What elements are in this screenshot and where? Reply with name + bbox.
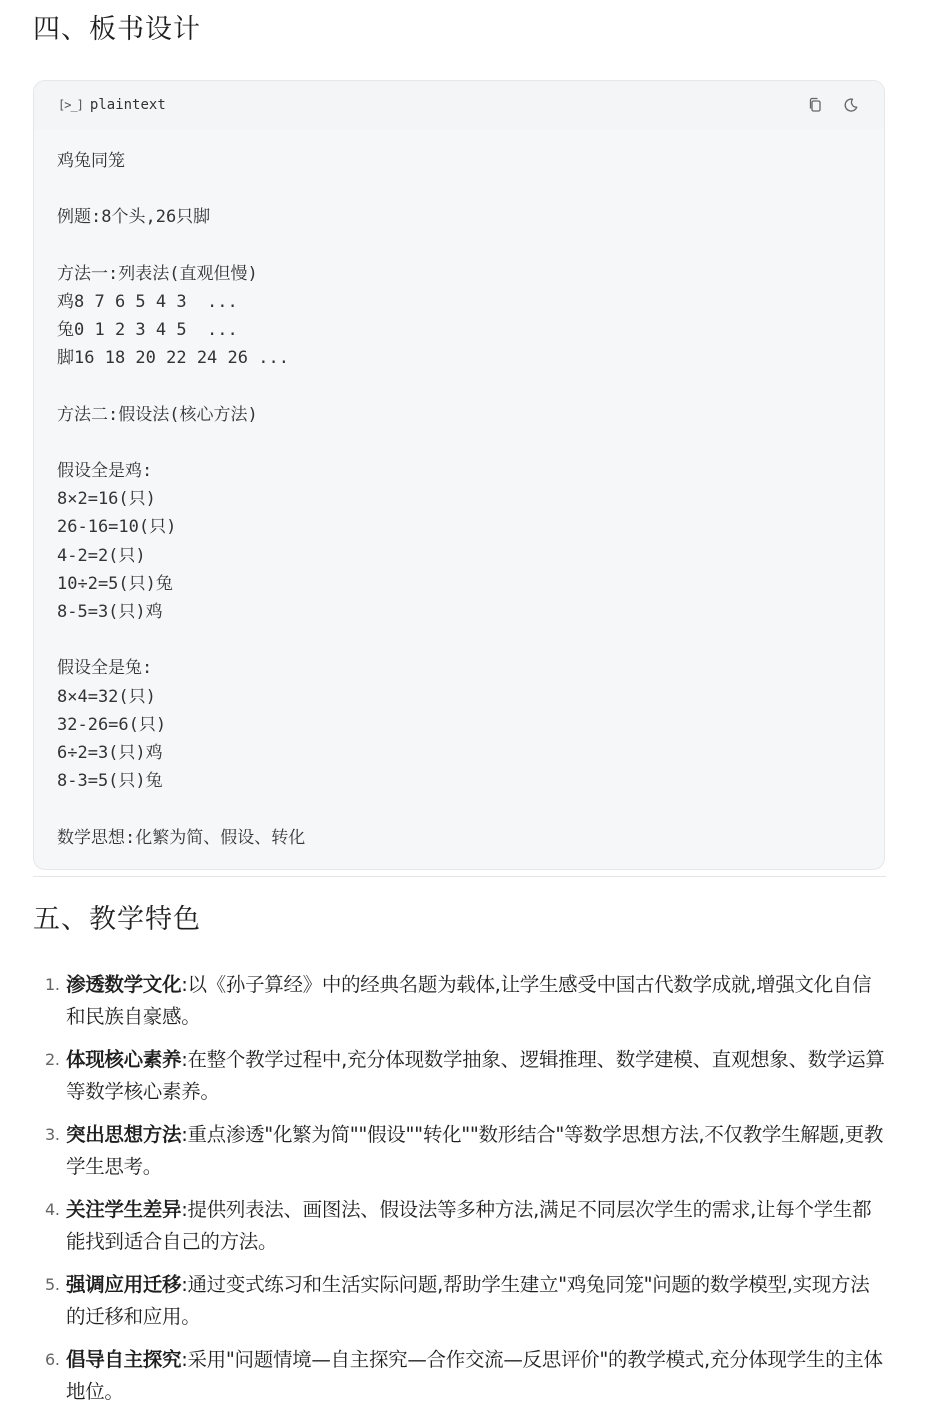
code-line: 4-2=2(只) [57,545,146,566]
code-line: 兔0 1 2 3 4 5 ... [57,320,238,341]
code-line: 方法一:列表法(直观但慢) [57,263,258,284]
code-line: 32-26=6(只) [57,714,167,735]
feature-number: 2. [45,1050,60,1069]
feature-list-item [33,1344,886,1408]
dark-mode-moon-icon[interactable] [840,94,862,116]
feature-description: :以《孙子算经》中的经典名题为载体,让学生感受中国古代数学成就,增强文化自信和民族自豪感。 [66,973,872,1028]
feature-list-item [33,1269,886,1333]
feature-list-item [33,1119,886,1183]
feature-title: 强调应用迁移 [66,1273,182,1296]
code-line: 8×2=16(只) [57,489,156,510]
code-line [57,795,884,823]
code-line [57,429,884,457]
code-line: 假设全是兔: [57,658,153,679]
feature-number: 4. [45,1200,60,1219]
code-line [57,232,884,260]
code-line [57,175,884,203]
section-heading-teaching-features: 五、教学特色 [33,904,201,935]
code-block-header [34,81,884,129]
feature-title: 体现核心素养 [66,1048,182,1071]
feature-description: :通过变式练习和生活实际问题,帮助学生建立"鸡兔同笼"问题的数学模型,实现方法的迁移和应用。 [66,1273,870,1328]
code-line: 数学思想:化繁为简、假设、转化 [57,827,306,848]
feature-description: :重点渗透"化繁为简""假设""转化""数形结合"等数学思想方法,不仅教学生解题,更教学生思考。 [66,1123,884,1178]
feature-description: :在整个教学过程中,充分体现数学抽象、逻辑推理、数学建模、直观想象、数学运算等数学核心素养。 [66,1048,885,1103]
code-language-label: plaintext [89,97,166,113]
terminal-icon: [>_] [58,98,83,112]
code-line: 方法二:假设法(核心方法) [57,404,258,425]
section-heading-board-design: 四、板书设计 [33,14,201,45]
feature-number: 3. [45,1125,60,1144]
code-line: 8-3=5(只)兔 [57,771,163,792]
feature-list-item [33,1044,886,1108]
code-line: 10÷2=5(只)兔 [57,573,173,594]
feature-number: 1. [45,975,60,994]
feature-number: 5. [45,1275,60,1294]
code-line: 26-16=10(只) [57,517,177,538]
section-divider [33,876,886,877]
code-line [57,626,884,654]
code-line: 鸡兔同笼 [57,151,125,171]
code-line: 脚16 18 20 22 24 26 ... [57,348,289,369]
code-line: 例题:8个头,26只脚 [57,207,211,228]
feature-description: :采用"问题情境—自主探究—合作交流—反思评价"的教学模式,充分体现学生的主体地位。 [66,1348,883,1403]
teaching-features-list [33,969,886,1419]
feature-list-item [33,1194,886,1258]
code-content [34,129,884,852]
code-line: 6÷2=3(只)鸡 [57,742,163,763]
feature-list-item [33,969,886,1033]
code-line: 假设全是鸡: [57,461,153,482]
code-block [33,80,885,870]
code-line: 鸡8 7 6 5 4 3 ... [57,291,238,312]
feature-title: 关注学生差异 [66,1198,182,1221]
feature-number: 6. [45,1350,60,1369]
feature-title: 渗透数学文化 [66,973,182,996]
code-line [57,373,884,401]
code-line: 8-5=3(只)鸡 [57,602,163,622]
code-line: 8×4=32(只) [57,686,156,707]
feature-title: 倡导自主探究 [66,1348,182,1371]
feature-title: 突出思想方法 [66,1123,182,1146]
feature-description: :提供列表法、画图法、假设法等多种方法,满足不同层次学生的需求,让每个学生都能找到适合自己的方法。 [66,1198,872,1253]
copy-icon[interactable] [804,94,826,116]
